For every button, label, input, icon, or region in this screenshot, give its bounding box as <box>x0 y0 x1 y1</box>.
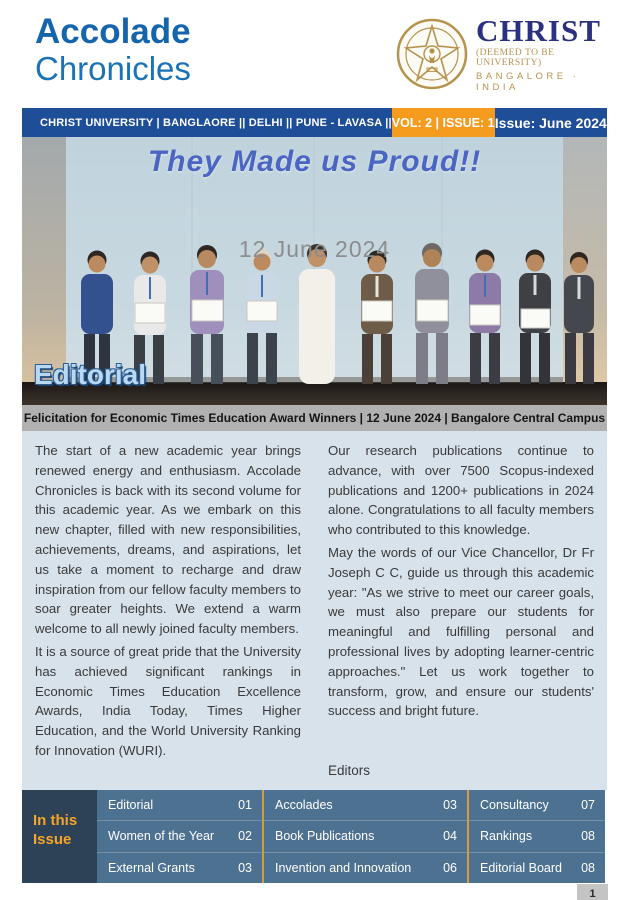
index-item-title: Consultancy <box>480 798 549 813</box>
issue-index-table <box>22 790 607 883</box>
issue-index-label-line2: Issue <box>33 830 72 848</box>
volume-issue-badge: VOL: 2 | ISSUE: 1 <box>392 108 495 137</box>
index-item-consultancy[interactable] <box>469 790 605 821</box>
issue-index-column-2 <box>262 790 467 883</box>
issue-index-label <box>22 790 97 883</box>
index-item-page: 02 <box>238 829 252 844</box>
index-item-title: Editorial <box>108 798 154 813</box>
logo-text-block <box>476 15 610 93</box>
index-item-editorial[interactable] <box>97 790 262 821</box>
index-item-rankings[interactable] <box>469 821 605 852</box>
hero-photo <box>22 137 607 405</box>
newsletter-title <box>35 12 191 88</box>
index-item-title: Women of the Year <box>108 829 215 844</box>
section-label-editorial: Editorial <box>34 359 147 390</box>
index-item-title: Accolades <box>275 798 333 813</box>
index-item-page: 04 <box>443 829 457 844</box>
index-item-page: 06 <box>443 860 457 875</box>
campus-list: CHRIST UNIVERSITY | BANGLAORE || DELHI || PUNE - LAVASA || <box>40 116 392 129</box>
page-number: 1 <box>577 884 608 900</box>
index-item-page: 07 <box>581 798 595 813</box>
index-item-title: External Grants <box>108 860 195 875</box>
index-item-title: Invention and Innovation <box>275 860 412 875</box>
issue-index-label-line1: In this <box>33 812 78 829</box>
index-item-page: 03 <box>443 798 457 813</box>
title-line-1: Accolade <box>35 12 191 51</box>
index-item-title: Book Publications <box>275 829 375 844</box>
index-item-title: Rankings <box>480 829 533 844</box>
index-item-page: 03 <box>238 860 252 875</box>
index-item-editorial-board[interactable] <box>469 853 605 883</box>
index-item-external-grants[interactable] <box>97 853 262 883</box>
hero-screen-date: 12 June 2024 <box>238 236 391 262</box>
issue-date: Issue: June 2024 <box>494 114 607 131</box>
photo-caption: Felicitation for Economic Times Education Award Winners | 12 June 2024 | Bangalore Central Campus <box>22 405 607 431</box>
index-item-book-publications[interactable] <box>264 821 467 852</box>
index-item-page: 08 <box>581 860 595 875</box>
index-item-page: 01 <box>238 798 252 813</box>
article-signoff: Editors <box>328 763 371 778</box>
logo-subtitle: (DEEMED TO BE UNIVERSITY) <box>476 48 555 68</box>
index-item-invention-and-innovation[interactable] <box>264 853 467 883</box>
issue-index-column-3 <box>467 790 605 883</box>
issue-index-column-1 <box>97 790 262 883</box>
issue-header-bar <box>22 108 607 137</box>
index-item-women-of-the-year[interactable] <box>97 821 262 852</box>
article-left-column <box>35 441 301 764</box>
index-item-page: 08 <box>581 829 595 844</box>
logo-name: CHRIST <box>476 13 601 48</box>
hero-screen-title: They Made us Proud!! <box>147 145 482 178</box>
index-item-accolades[interactable] <box>264 790 467 821</box>
paragraph: It is a source of great pride that the University has achieved significant rankings in Economic Times Education Excellence Awards, India Today, Times Higher Education, and the World University Ranking for Innovation (WURI). <box>35 643 301 758</box>
logo-location: BANGALORE · INDIA <box>476 71 580 93</box>
university-seal-icon <box>396 18 468 90</box>
university-logo <box>396 13 610 93</box>
paragraph: The start of a new academic year brings renewed energy and enthusiasm. Accolade Chronicles is back with its second volume for this academic year. As we embark on this new chapter, filled with new responsibilities, achievements, dreams, and aspirations, let us take a moment to recharge and draw inspiration from our fellow faculty members to soar greater heights. We extend a warm welcome to all newly joined faculty members. <box>35 443 301 637</box>
title-line-2: Chronicles <box>35 50 191 88</box>
article-right-column <box>328 441 594 724</box>
paragraph: May the words of our Vice Chancellor, Dr Fr Joseph C C, guide us through this academic year: "As we strive to meet our career goals, we must also prepare our students for meaningful and fulfilling personal and professional lives by adopting learner-centric approaches." Let us work together to transform, grow, and ensure our students' success and bright future. <box>328 544 594 719</box>
paragraph: Our research publications continue to advance, with over 7500 Scopus-indexed publications and 1200+ publications in 2024 alone. Congratulations to all faculty members who contributed to this knowledge. <box>328 443 594 538</box>
index-item-title: Editorial Board <box>480 860 562 875</box>
